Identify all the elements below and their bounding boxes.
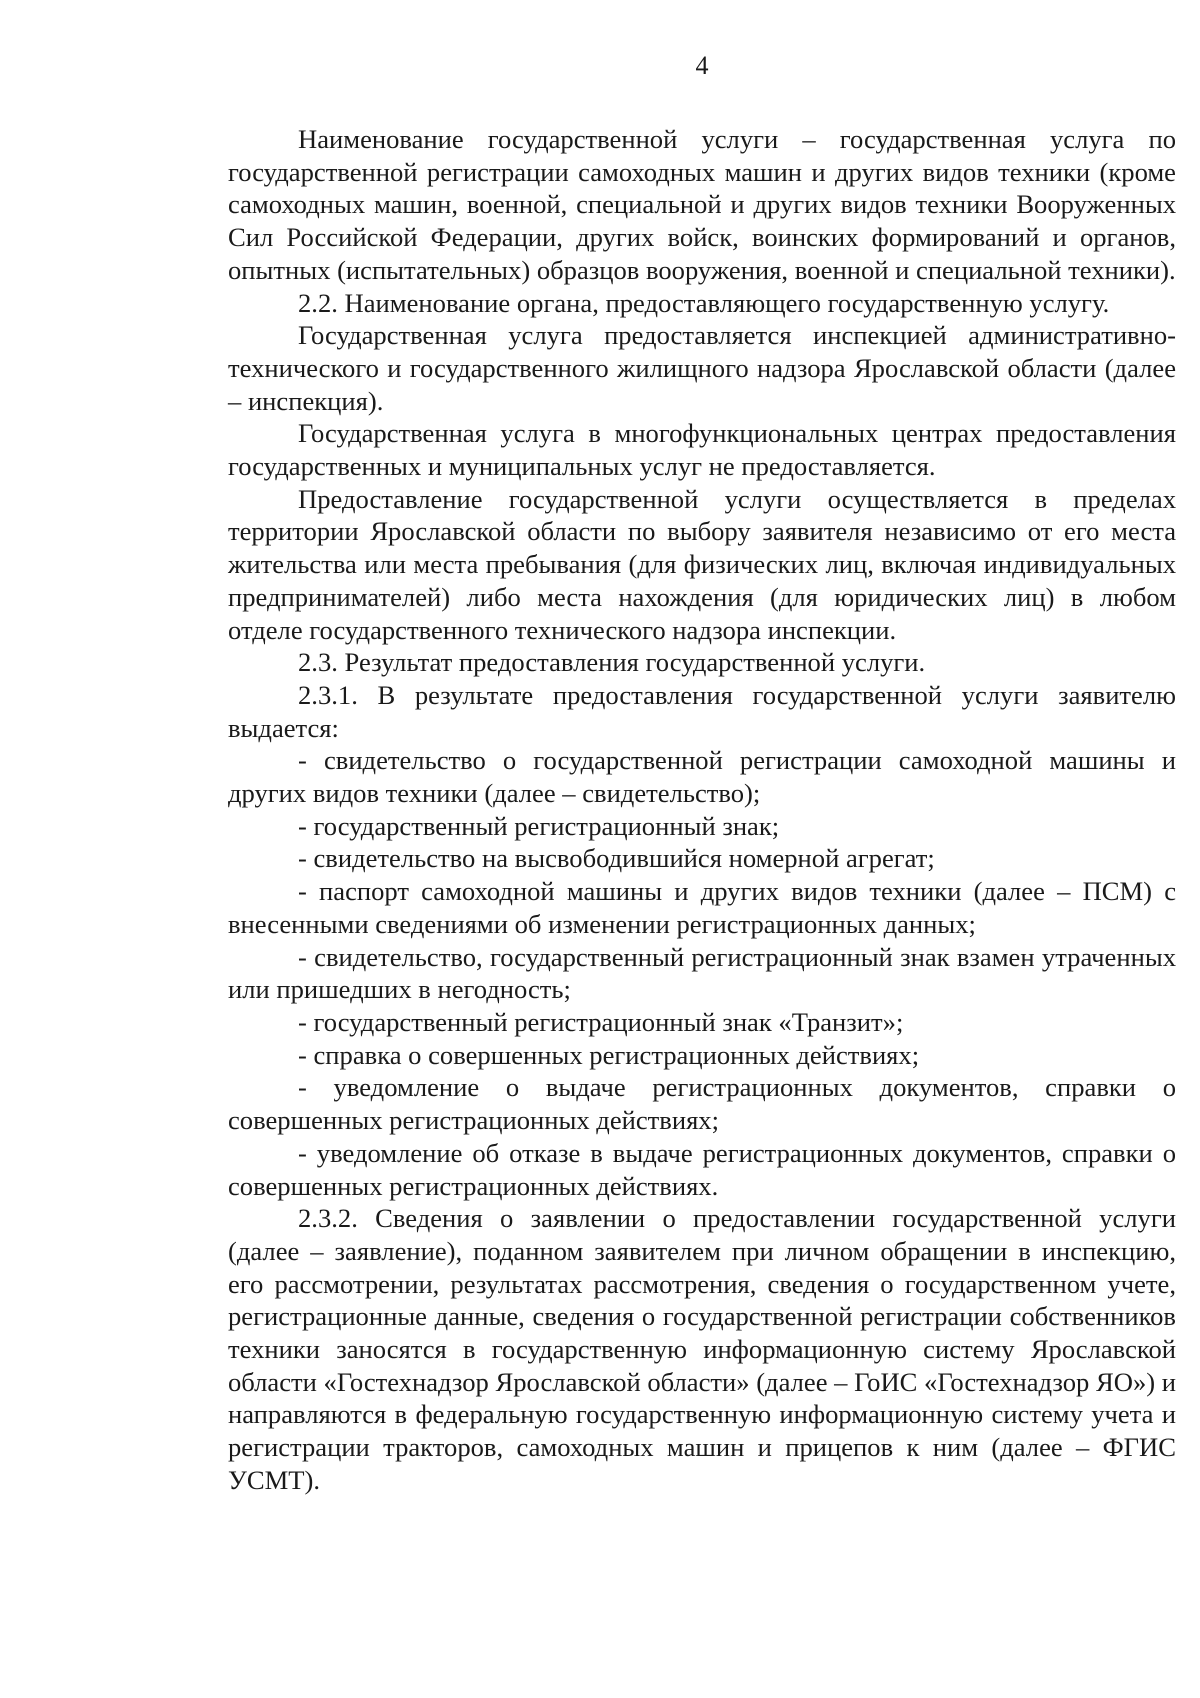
list-item-psm: - паспорт самоходной машины и других видов техники (далее – ПСМ) с внесенными сведениями об изменении регистрационных данных;	[228, 876, 1176, 939]
paragraph-mfc: Государственная услуга в многофункциональных центрах предоставления государственных и муниципальных услуг не предоставляется.	[228, 418, 1176, 482]
paragraph-heading-2-3: 2.3. Результат предоставления государственной услуги.	[298, 647, 926, 678]
list-item-reg-sign: - государственный регистрационный знак;	[298, 810, 780, 841]
list-item-certificate: - свидетельство о государственной регистрации самоходной машины и других видов техники (далее – свидетельство);	[228, 745, 1176, 809]
list-item-notice-refusal: - уведомление об отказе в выдаче регистрационных документов, справки о совершенных регистрационных действиях.	[228, 1137, 1176, 1201]
paragraph-2-3-1: 2.3.1. В результате предоставления государственной услуги заявителю выдается:	[228, 679, 1176, 743]
list-item-replacement: - свидетельство, государственный регистрационный знак взамен утраченных или пришедших в негодность;	[228, 941, 1176, 1005]
paragraph-heading-2-2: 2.2. Наименование органа, предоставляющего государственную услугу.	[298, 287, 1110, 318]
document-body	[228, 123, 1176, 1497]
list-item-transit-sign: - государственный регистрационный знак «Транзит»;	[298, 1006, 904, 1037]
list-item-notice-issue: - уведомление о выдаче регистрационных документов, справки о совершенных регистрационных действиях;	[228, 1072, 1176, 1136]
paragraph-2-3-2: 2.3.2. Сведения о заявлении о предоставлении государственной услуги (далее – заявление), поданном заявителем при личном обращении в инспекцию, его рассмотрении, результатах рассмотрения, сведения о государственном учете, регистрационные данные, сведения о государственной регистрации собственников техники заносятся в государственную информационную систему Ярославской области «Гостехнадзор Ярославской области» (далее – ГоИС «Гостехнадзор ЯО») и направляются в федеральную государственную информационную систему учета и регистрации тракторов, самоходных машин и прицепов к ним (далее – ФГИС УСМТ).	[228, 1203, 1176, 1495]
list-item-reference: - справка о совершенных регистрационных действиях;	[298, 1039, 920, 1070]
page-number: 4	[695, 51, 709, 80]
paragraph-territory: Предоставление государственной услуги осуществляется в пределах территории Ярославской области по выбору заявителя независимо от его места жительства или места пребывания (для физических лиц, включая индивидуальных предпринимателей) либо места нахождения (для юридических лиц) в любом отделе государственного технического надзора инспекции.	[228, 483, 1176, 645]
paragraph-service-name: Наименование государственной услуги – государственная услуга по государственной регистрации самоходных машин и других видов техники (кроме самоходных машин, военной, специальной и других видов техники Вооруженных Сил Российской Федерации, других войск, воинских формирований и органов, опытных (испытательных) образцов вооружения, военной и специальной техники).	[228, 124, 1176, 285]
list-item-freed-unit: - свидетельство на высвободившийся номерной агрегат;	[298, 843, 935, 874]
paragraph-provider: Государственная услуга предоставляется инспекцией административно-технического и государственного жилищного надзора Ярославской области (далее – инспекция).	[228, 320, 1176, 416]
